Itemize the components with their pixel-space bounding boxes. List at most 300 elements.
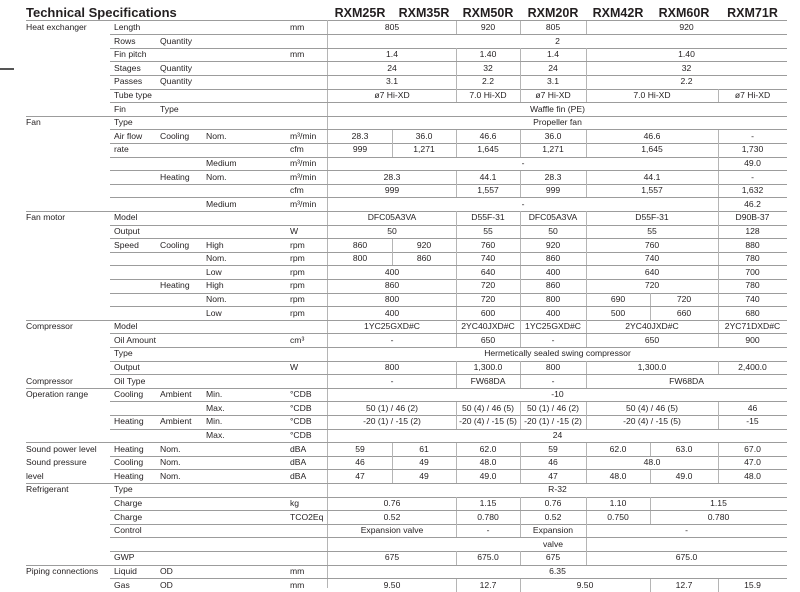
- row-label: Heating: [160, 171, 190, 182]
- value-cell: 7.0 Hi-XD: [633, 90, 671, 100]
- cell-divider: [456, 551, 457, 565]
- row-label: Tube type: [114, 90, 152, 100]
- cell-divider: [650, 511, 651, 525]
- cell-divider: [586, 443, 587, 457]
- value-cell: R-32: [548, 484, 567, 495]
- value-cell: 760: [480, 239, 496, 250]
- value-cell: 0.76: [544, 498, 562, 508]
- row-label: Liquid: [114, 566, 137, 576]
- unit-label: m³/min: [290, 171, 317, 182]
- cell-divider: [586, 75, 587, 89]
- unit-label: W: [290, 362, 299, 372]
- cell-divider: [456, 225, 457, 239]
- row-label: Stages: [114, 62, 141, 73]
- cell-divider: [586, 538, 587, 552]
- cell-divider: [392, 443, 393, 457]
- value-cell: 1.40: [678, 49, 695, 60]
- cell-divider: [456, 320, 457, 334]
- value-cell: 128: [745, 226, 760, 236]
- value-cell: 9.50: [383, 579, 401, 590]
- value-cell: 24: [387, 62, 397, 73]
- cell-divider: [456, 415, 457, 429]
- cell-divider: [520, 252, 521, 266]
- value-cell: 800: [384, 294, 400, 304]
- row-label: Medium: [206, 158, 237, 168]
- row-label: Rows: [114, 35, 136, 46]
- row-rule: [110, 143, 787, 144]
- cell-divider: [456, 48, 457, 62]
- unit-label: mm: [290, 49, 305, 60]
- cell-divider: [586, 497, 587, 511]
- row-label: High: [206, 280, 224, 291]
- cell-divider: [520, 130, 521, 144]
- value-cell: -: [751, 130, 754, 141]
- cell-divider: [456, 266, 457, 280]
- cell-divider: [718, 130, 719, 144]
- cell-divider: [392, 239, 393, 253]
- cell-divider: [718, 171, 719, 185]
- value-cell: 24: [548, 62, 558, 73]
- value-cell: 1,645: [641, 144, 663, 155]
- cell-divider: [520, 62, 521, 76]
- value-cell: 46.2: [744, 198, 761, 209]
- cell-divider: [456, 211, 457, 225]
- row-label: OD: [160, 566, 173, 576]
- cell-divider: [718, 184, 719, 198]
- row-label: Heating: [114, 470, 144, 481]
- cell-divider: [520, 21, 521, 35]
- value-cell: 650: [644, 334, 660, 345]
- cell-divider: [456, 62, 457, 76]
- value-cell: 59: [548, 443, 558, 454]
- value-cell: 860: [416, 253, 432, 264]
- cell-divider: [520, 334, 521, 348]
- unit-label: cm³: [290, 334, 305, 345]
- cell-divider: [456, 252, 457, 266]
- unit-label: kg: [290, 498, 300, 508]
- value-cell: ø7 Hi-XD: [535, 90, 571, 100]
- row-label: Fin: [114, 103, 126, 114]
- cell-divider: [586, 211, 587, 225]
- value-cell: 720: [676, 294, 692, 304]
- cell-divider: [650, 497, 651, 511]
- cell-divider: [586, 143, 587, 157]
- value-cell: DFC05A3VA: [367, 212, 417, 223]
- value-cell: 740: [644, 253, 660, 264]
- value-cell: 46: [548, 457, 558, 468]
- value-cell: 805: [545, 22, 561, 32]
- value-cell: 999: [545, 185, 561, 196]
- value-cell: 62.0: [609, 443, 627, 454]
- cell-divider: [520, 89, 521, 103]
- value-cell: 1YC25GXD#C: [525, 321, 581, 332]
- row-label: Ambient: [160, 389, 192, 400]
- value-cell: 860: [384, 280, 400, 291]
- section-label: Refrigerant: [26, 484, 69, 495]
- value-cell: 860: [545, 253, 561, 264]
- value-cell: 860: [352, 239, 368, 250]
- cell-divider: [456, 402, 457, 416]
- cell-divider: [520, 266, 521, 280]
- cell-divider: [586, 225, 587, 239]
- unit-label: m³/min: [290, 198, 317, 209]
- value-cell: 760: [644, 239, 660, 250]
- value-cell: 1,271: [542, 144, 564, 155]
- value-cell: 675: [545, 552, 561, 563]
- cell-divider: [456, 184, 457, 198]
- value-cell: D90B-37: [735, 212, 770, 223]
- cell-divider: [520, 443, 521, 457]
- page-title: Technical Specifications: [26, 5, 177, 20]
- value-cell: 740: [480, 253, 496, 264]
- cell-divider: [520, 307, 521, 321]
- row-label: Nom.: [160, 470, 181, 481]
- value-cell: 400: [545, 266, 561, 277]
- row-label: Control: [114, 525, 142, 536]
- cell-divider: [718, 470, 719, 484]
- cell-divider: [456, 293, 457, 307]
- cell-divider: [586, 171, 587, 185]
- cell-divider: [586, 279, 587, 293]
- value-cell: 920: [679, 22, 694, 32]
- row-rule: [110, 510, 787, 511]
- row-label: GWP: [114, 552, 135, 563]
- value-cell: 6.35: [549, 566, 566, 576]
- value-cell: 2YC40JXD#C: [625, 321, 679, 332]
- value-cell: 12.7: [479, 579, 497, 590]
- value-cell: 50 (4) / 46 (5): [625, 402, 679, 413]
- unit-label: W: [290, 226, 299, 236]
- value-cell: 720: [644, 280, 660, 291]
- value-cell: -: [551, 334, 555, 345]
- value-cell: 650: [480, 334, 496, 345]
- value-cell: 1,300.0: [637, 362, 667, 372]
- cell-divider: [586, 456, 587, 470]
- cell-divider: [586, 266, 587, 280]
- value-cell: -20 (4) / -15 (5): [459, 416, 517, 427]
- cell-divider: [456, 171, 457, 185]
- row-label: Output: [114, 362, 140, 372]
- row-label: Nom.: [206, 171, 227, 182]
- value-cell: 900: [745, 334, 760, 345]
- value-cell: 600: [480, 307, 496, 318]
- cell-divider: [718, 198, 719, 212]
- value-cell: 1,632: [741, 185, 764, 196]
- row-rule: [110, 116, 787, 117]
- cell-divider: [650, 579, 651, 592]
- row-rule: [110, 34, 787, 35]
- cell-divider: [520, 48, 521, 62]
- unit-label: rpm: [290, 307, 305, 318]
- value-cell: Propeller fan: [533, 117, 582, 128]
- value-cell: 805: [384, 22, 400, 32]
- value-cell: 1.10: [609, 498, 627, 508]
- row-rule: [110, 102, 787, 103]
- value-cell: 63.0: [675, 443, 693, 454]
- value-cell: 0.780: [707, 511, 730, 522]
- cell-divider: [520, 361, 521, 375]
- row-label: Nom.: [160, 457, 181, 468]
- row-rule: [110, 225, 787, 226]
- row-rule: [110, 333, 787, 334]
- cell-divider: [520, 225, 521, 239]
- value-cell: 46.6: [479, 130, 497, 141]
- unit-label: rpm: [290, 239, 305, 250]
- value-cell: 800: [384, 362, 400, 372]
- model-header: RXM20R: [527, 6, 579, 20]
- value-cell: 740: [745, 294, 760, 304]
- value-cell: 50: [387, 226, 397, 236]
- cell-divider: [586, 551, 587, 565]
- value-cell: 500: [610, 307, 626, 318]
- value-cell: 47: [355, 470, 365, 481]
- cell-divider: [520, 524, 521, 538]
- row-rule: [110, 456, 787, 457]
- value-cell: 48.0: [479, 457, 497, 468]
- value-cell: 0.780: [477, 511, 499, 522]
- value-cell: 47: [548, 470, 558, 481]
- row-label: Nom.: [206, 253, 227, 264]
- value-cell: 2YC40JXD#C: [461, 321, 515, 332]
- unit-label: mm: [290, 22, 305, 32]
- cell-divider: [586, 307, 587, 321]
- value-cell: 2YC71DXD#C: [724, 321, 781, 332]
- cell-divider: [586, 524, 587, 538]
- unit-label: mm: [290, 579, 305, 590]
- cell-divider: [586, 252, 587, 266]
- value-cell: 920: [480, 22, 496, 32]
- cell-divider: [456, 579, 457, 592]
- row-label: Nom.: [206, 130, 227, 141]
- value-cell: 50: [548, 226, 558, 236]
- value-cell: 920: [545, 239, 561, 250]
- cell-divider: [520, 239, 521, 253]
- value-cell: 3.1: [547, 76, 559, 87]
- row-rule: [110, 347, 787, 348]
- value-cell: 400: [384, 307, 400, 318]
- cell-divider: [650, 470, 651, 484]
- value-cell: -: [521, 158, 525, 168]
- value-cell: 400: [384, 266, 400, 277]
- cell-divider: [718, 402, 719, 416]
- row-label: Type: [114, 484, 133, 495]
- unit-label: m³/min: [290, 158, 317, 168]
- row-label: Heating: [160, 280, 190, 291]
- cell-divider: [650, 293, 651, 307]
- cell-divider: [586, 361, 587, 375]
- value-cell: D55F-31: [635, 212, 669, 223]
- cell-divider: [718, 579, 719, 592]
- value-cell: 9.50: [576, 579, 594, 590]
- row-label: Min.: [206, 389, 223, 400]
- cell-divider: [520, 497, 521, 511]
- cell-divider: [392, 252, 393, 266]
- row-label: Medium: [206, 198, 237, 209]
- cell-divider: [718, 252, 719, 266]
- cell-divider: [456, 279, 457, 293]
- cell-divider: [520, 551, 521, 565]
- value-cell: 32: [681, 62, 692, 73]
- value-cell: -: [751, 171, 754, 182]
- unit-label: °CDB: [290, 389, 312, 400]
- value-cell: FW68DA: [669, 375, 704, 386]
- header-rule: [26, 20, 787, 21]
- unit-label: cfm: [290, 144, 304, 155]
- value-cell: -: [390, 334, 394, 345]
- unit-label: dBA: [290, 457, 307, 468]
- cell-divider: [456, 511, 457, 525]
- row-rule: [110, 320, 787, 321]
- value-cell: Expansion valve: [360, 525, 424, 536]
- section-label: Compressor: [26, 375, 73, 386]
- value-cell: valve: [542, 538, 564, 549]
- row-label: Quantity: [160, 35, 193, 46]
- cell-divider: [718, 211, 719, 225]
- row-label: OD: [160, 579, 173, 590]
- cell-divider: [718, 279, 719, 293]
- value-cell: FW68DA: [470, 375, 506, 386]
- margin-marker: [0, 68, 14, 70]
- unit-label: °CDB: [290, 416, 312, 427]
- section-label: Sound power level: [26, 443, 97, 454]
- cell-divider: [586, 375, 587, 389]
- value-cell: -: [551, 375, 555, 386]
- row-label: Heating: [114, 443, 144, 454]
- value-cell: 2.2: [680, 76, 693, 87]
- cell-divider: [586, 239, 587, 253]
- row-label: Nom.: [206, 294, 227, 304]
- cell-divider: [718, 456, 719, 470]
- value-cell: 3.1: [386, 76, 398, 87]
- cell-divider: [520, 579, 521, 592]
- cell-divider: [456, 21, 457, 35]
- row-label: Cooling: [114, 389, 144, 400]
- cell-divider: [456, 470, 457, 484]
- row-label: Gas: [114, 579, 130, 590]
- cell-divider: [392, 143, 393, 157]
- section-label: Piping connections: [26, 566, 99, 576]
- value-cell: -: [390, 375, 394, 386]
- value-cell: 48.0: [609, 470, 627, 481]
- cell-divider: [586, 320, 587, 334]
- value-cell: 999: [384, 185, 400, 196]
- cell-divider: [650, 307, 651, 321]
- value-cell: 690: [610, 294, 626, 304]
- row-label: Quantity: [160, 62, 193, 73]
- cell-divider: [718, 443, 719, 457]
- value-cell: ø7 Hi-XD: [374, 90, 410, 100]
- row-label: rate: [114, 144, 129, 155]
- unit-label: dBA: [290, 443, 307, 454]
- row-label: Passes: [114, 76, 143, 87]
- section-label: Heat exchanger: [26, 22, 87, 32]
- value-cell: 675.0: [675, 552, 698, 563]
- row-label: Fin pitch: [114, 49, 147, 60]
- value-cell: 920: [416, 239, 432, 250]
- cell-divider: [456, 361, 457, 375]
- cell-divider: [520, 456, 521, 470]
- unit-label: rpm: [290, 253, 305, 264]
- value-cell: 2: [555, 35, 560, 46]
- value-cell: 1.4: [547, 49, 559, 60]
- row-rule: [110, 211, 787, 212]
- row-rule: [110, 565, 787, 566]
- unit-label: rpm: [290, 280, 305, 291]
- row-rule: [110, 89, 787, 90]
- row-rule: [110, 361, 787, 362]
- value-cell: 640: [644, 266, 660, 277]
- value-cell: 15.9: [744, 579, 761, 590]
- value-cell: 48.0: [643, 457, 661, 468]
- value-cell: 720: [480, 280, 496, 291]
- value-cell: 28.3: [544, 171, 562, 182]
- cell-divider: [456, 89, 457, 103]
- cell-divider: [456, 75, 457, 89]
- value-cell: ø7 Hi-XD: [734, 90, 771, 100]
- row-label: Max.: [206, 430, 225, 440]
- value-cell: -: [521, 198, 525, 209]
- section-label: Fan: [26, 117, 41, 128]
- value-cell: DFC05A3VA: [528, 212, 578, 223]
- value-cell: 46.6: [643, 130, 661, 141]
- value-cell: 1.4: [386, 49, 398, 60]
- model-header: RXM71R: [727, 6, 778, 20]
- row-label: Min.: [206, 416, 223, 427]
- value-cell: 0.52: [383, 511, 401, 522]
- row-label: Low: [206, 266, 222, 277]
- cell-divider: [520, 402, 521, 416]
- value-cell: D55F-31: [471, 212, 505, 223]
- value-cell: 780: [745, 253, 760, 264]
- value-cell: 36.0: [544, 130, 562, 141]
- cell-divider: [520, 211, 521, 225]
- value-cell: 0.76: [383, 498, 401, 508]
- value-cell: 1,645: [477, 144, 499, 155]
- cell-divider: [392, 456, 393, 470]
- cell-divider: [650, 443, 651, 457]
- cell-divider: [586, 415, 587, 429]
- value-cell: 680: [745, 307, 760, 318]
- cell-divider: [718, 415, 719, 429]
- cell-divider: [586, 470, 587, 484]
- value-cell: 0.52: [544, 511, 562, 522]
- cell-divider: [520, 143, 521, 157]
- value-cell: 1.15: [710, 498, 727, 508]
- row-rule: [110, 537, 787, 538]
- value-cell: 640: [480, 266, 496, 277]
- value-cell: 50 (4) / 46 (5): [461, 402, 515, 413]
- value-cell: 7.0 Hi-XD: [469, 90, 507, 100]
- value-cell: 47.0: [744, 457, 761, 468]
- cell-divider: [586, 21, 587, 35]
- value-cell: Waffle fin (PE): [530, 103, 585, 114]
- value-cell: -: [685, 525, 688, 536]
- value-cell: Expansion: [532, 525, 574, 536]
- model-header: RXM50R: [462, 6, 514, 20]
- row-label: Cooling: [114, 457, 144, 468]
- cell-divider: [456, 375, 457, 389]
- value-cell: 1,300.0: [473, 362, 503, 372]
- row-label: Heating: [114, 416, 144, 427]
- cell-divider: [520, 279, 521, 293]
- value-cell: 800: [545, 294, 561, 304]
- cell-divider: [586, 130, 587, 144]
- row-label: Length: [114, 22, 141, 32]
- cell-divider: [718, 225, 719, 239]
- cell-divider: [456, 307, 457, 321]
- section-label: Compressor: [26, 321, 73, 332]
- value-cell: 49.0: [675, 470, 693, 481]
